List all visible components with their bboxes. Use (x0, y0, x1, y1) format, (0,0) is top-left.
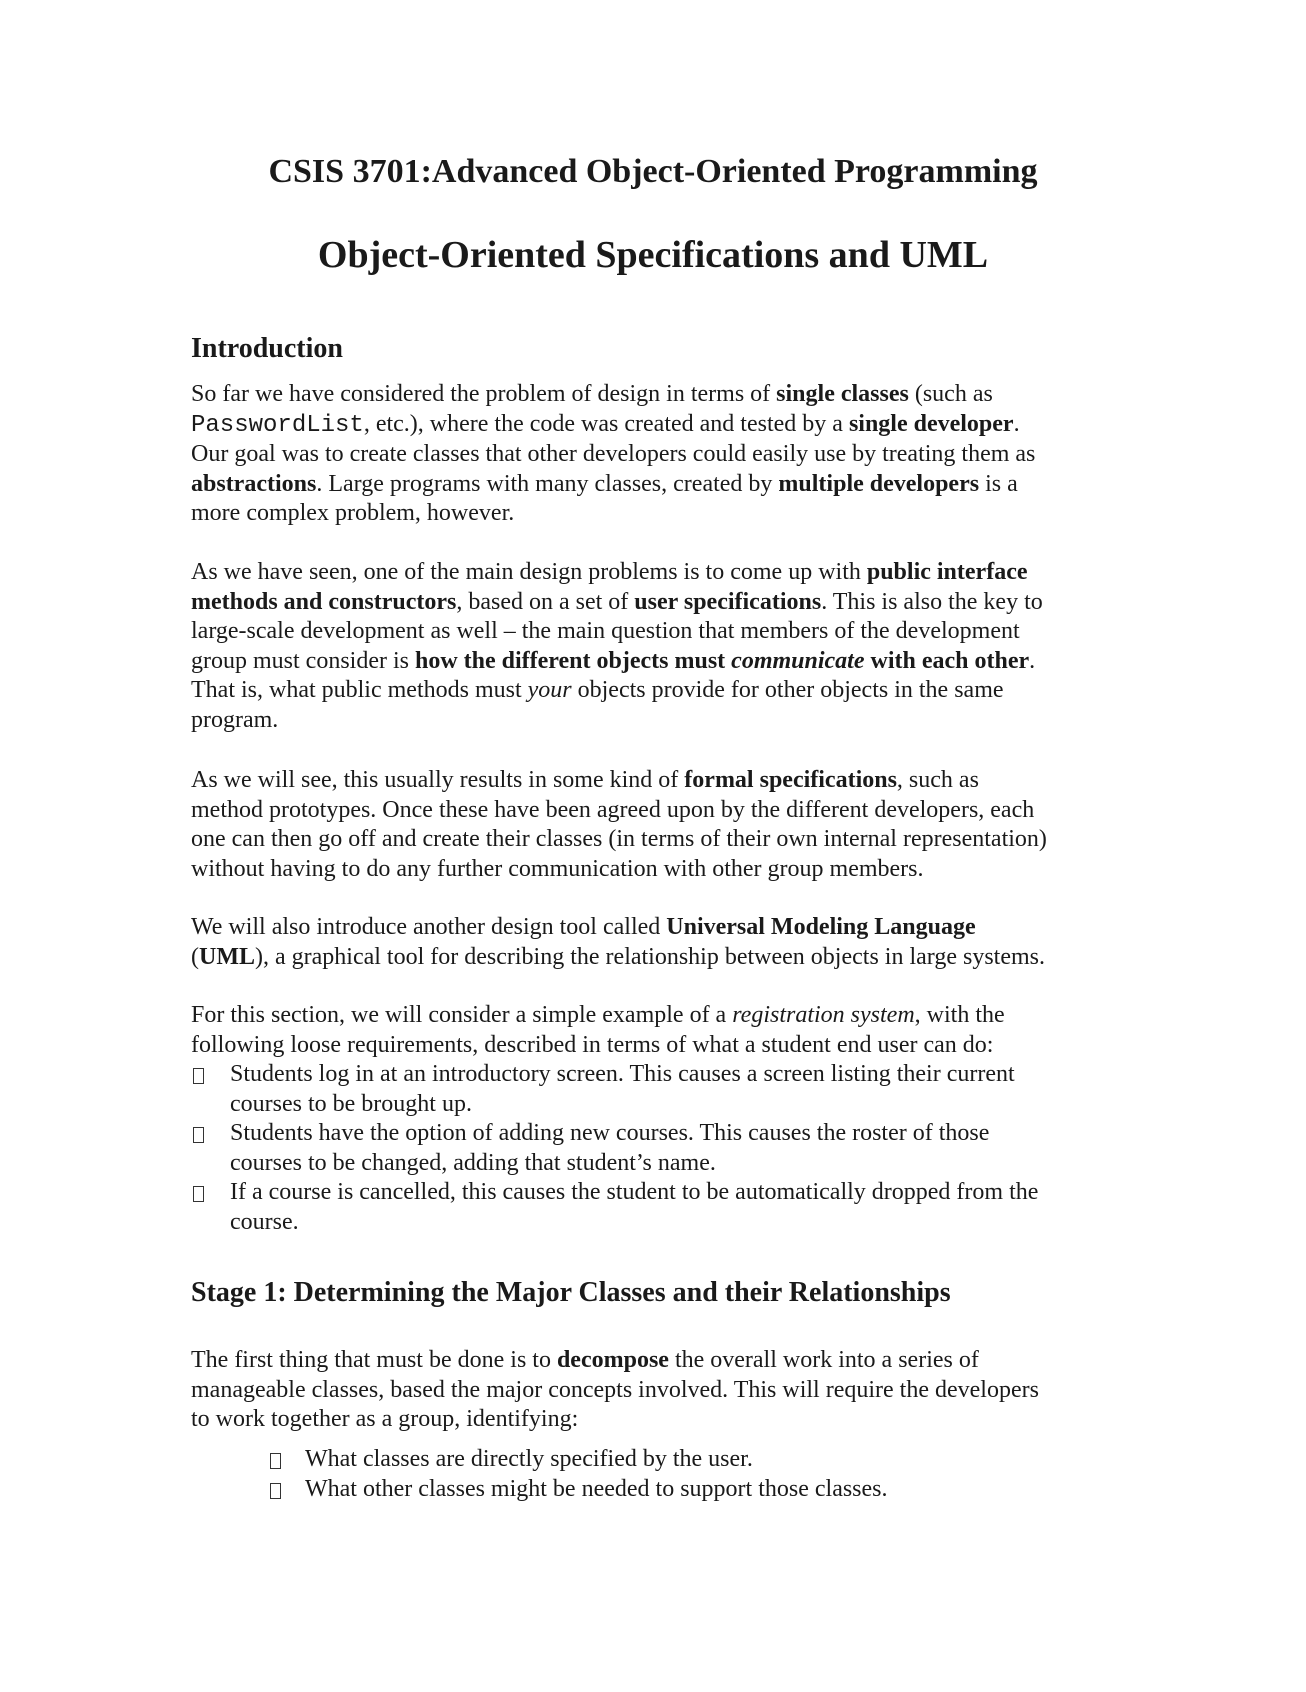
text-run: . (1013, 410, 1020, 437)
list-item (191, 1119, 1121, 1178)
text-line (191, 380, 1121, 410)
text-line: If a course is cancelled, this causes the student to be automatically dropped from the (230, 1179, 1039, 1205)
intro-paragraph-3 (191, 766, 1121, 884)
text-run: , etc.), where the code was created and tested by a (363, 410, 849, 437)
text-run: ), a graphical tool for describing the relationship between objects in large systems. (255, 943, 1045, 970)
bold-text: abstractions (191, 470, 317, 497)
text-run: . (1029, 647, 1036, 674)
text-line: What other classes might be needed to support those classes. (305, 1475, 888, 1502)
text-line (191, 676, 1121, 706)
bullet-box-icon (193, 1127, 204, 1143)
text-line: Students have the option of adding new courses. This causes the roster of those (230, 1120, 990, 1146)
text-run: That is, what public methods must (191, 677, 528, 703)
bold-text: single classes (776, 381, 909, 407)
text-line (191, 766, 1121, 796)
bold-text: methods and constructors (191, 588, 457, 615)
bold-text: decompose (556, 1347, 669, 1373)
text-line: courses to be changed, adding that student’s name. (230, 1149, 716, 1176)
bold-text: how the different objects must (414, 647, 732, 674)
text-line: course. (230, 1208, 299, 1235)
bold-text: user specifications (634, 588, 822, 615)
text-run: , with the (914, 1002, 1005, 1028)
text-line: Students log in at an introductory screen. This causes a screen listing their current (230, 1061, 1015, 1087)
text-line (191, 1001, 1121, 1031)
text-line: one can then go off and create their classes (in terms of their own internal representation) (191, 826, 1047, 852)
text-run: group must consider is (191, 647, 415, 674)
text-run: the overall work into a series of (668, 1347, 979, 1373)
text-line (191, 588, 1121, 618)
bold-text: multiple developers (778, 470, 980, 497)
text-line: What classes are directly specified by the user. (305, 1446, 753, 1472)
text-line: manageable classes, based the major concepts involved. This will require the developers (191, 1376, 1039, 1403)
requirements-list (191, 1060, 1121, 1237)
bullet-box-icon (270, 1453, 281, 1469)
text-line: courses to be brought up. (230, 1090, 472, 1117)
section-heading-introduction: Introduction (191, 333, 343, 364)
text-line (191, 647, 1121, 677)
intro-paragraph-1 (191, 380, 1121, 529)
text-run: . Large programs with many classes, created by (316, 470, 779, 497)
bullet-box-icon (270, 1483, 281, 1499)
bullet-box-icon (193, 1068, 204, 1084)
intro-paragraph-2 (191, 558, 1121, 735)
code-text: PasswordList (191, 411, 364, 439)
text-run: As we will see, this usually results in some kind of (191, 767, 685, 793)
text-run: The first thing that must be done is to (191, 1347, 557, 1373)
italic-text: registration system (732, 1002, 915, 1028)
stage1-paragraph-1 (191, 1346, 1121, 1435)
bold-text: Universal Modeling Language (666, 914, 976, 940)
text-run: . This is also the key to (821, 588, 1043, 615)
italic-text: your (527, 677, 572, 703)
text-line (191, 913, 1121, 943)
text-run: is a (979, 470, 1018, 497)
text-line: program. (191, 706, 279, 733)
text-line: large-scale development as well – the main question that members of the development (191, 618, 1020, 644)
text-line (191, 1346, 1121, 1376)
text-line: method prototypes. Once these have been agreed upon by the different developers, each (191, 796, 1035, 823)
text-line (191, 558, 1121, 588)
bold-text: with each other (864, 647, 1030, 674)
intro-paragraph-4 (191, 913, 1121, 972)
text-line (191, 410, 1121, 441)
text-run: ( (191, 943, 199, 970)
bold-text: formal specifications (684, 767, 897, 793)
bold-italic-text: communicate (731, 647, 865, 674)
text-line (191, 943, 1121, 973)
text-run: As we have seen, one of the main design problems is to come up with (191, 559, 867, 585)
text-run: objects provide for other objects in the same (571, 677, 1004, 703)
bold-text: UML (199, 943, 255, 970)
text-line: more complex problem, however. (191, 500, 515, 526)
stage1-list (268, 1445, 1118, 1504)
document-title: Object-Oriented Specifications and UML (317, 234, 989, 276)
list-item (268, 1445, 1118, 1475)
bold-text: public interface (866, 559, 1028, 585)
course-title: CSIS 3701:Advanced Object-Oriented Programming (268, 153, 1038, 190)
text-run: , based on a set of (456, 588, 635, 615)
text-run: For this section, we will consider a simple example of a (191, 1002, 733, 1028)
text-line (191, 470, 1121, 500)
list-item (191, 1060, 1121, 1119)
bold-text: single developer (848, 410, 1014, 437)
list-item (268, 1475, 1118, 1505)
text-run: , such as (896, 767, 979, 793)
text-line: without having to do any further communication with other group members. (191, 855, 924, 882)
intro-paragraph-5 (191, 1001, 1121, 1060)
text-run: (such as (908, 381, 993, 407)
text-run: We will also introduce another design tool called (191, 914, 667, 940)
text-line: Our goal was to create classes that other developers could easily use by treating them as (191, 441, 1036, 467)
text-line: to work together as a group, identifying: (191, 1406, 579, 1432)
text-run: So far we have considered the problem of design in terms of (191, 381, 777, 407)
list-item (191, 1178, 1121, 1237)
bullet-box-icon (193, 1186, 204, 1202)
text-line: following loose requirements, described in terms of what a student end user can do: (191, 1031, 994, 1058)
section-heading-stage-1: Stage 1: Determining the Major Classes and their Relationships (191, 1277, 951, 1308)
